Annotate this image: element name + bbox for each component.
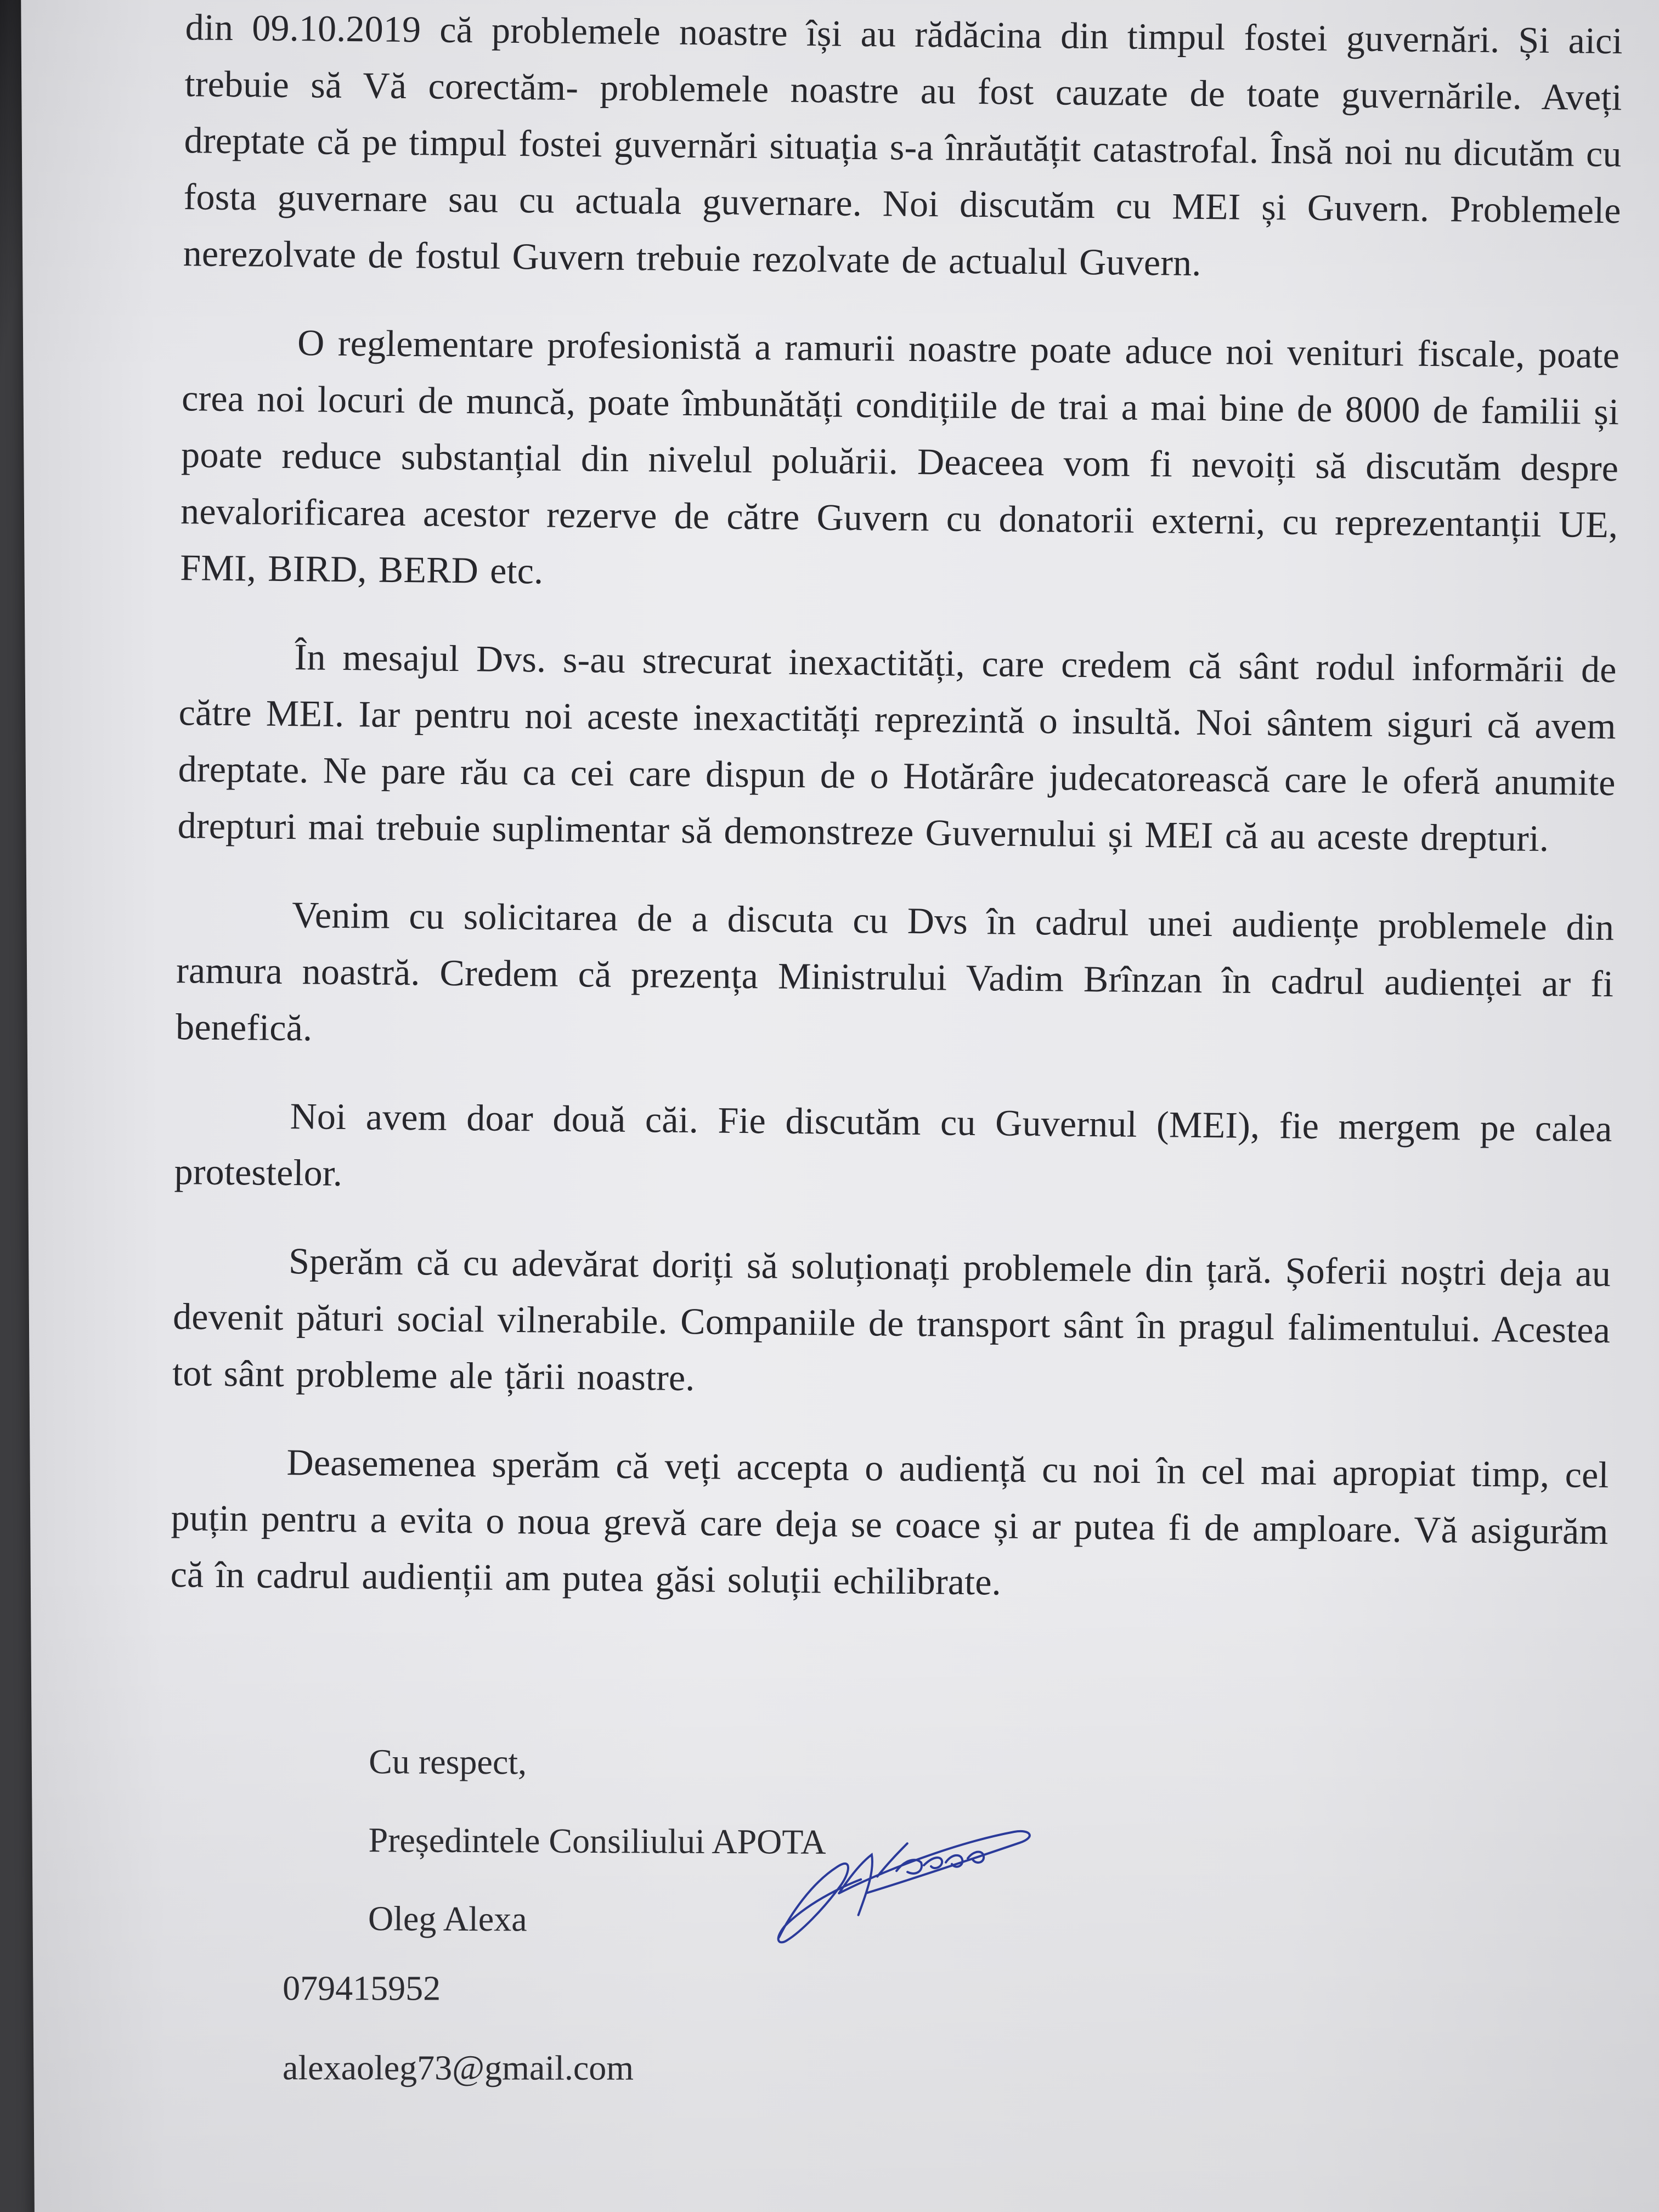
paragraph-5: Noi avem doar două căi. Fie discutăm cu Guvernul (MEI), fie mergem pe calea protestelor. (174, 1095, 1612, 1194)
paragraph-3: În mesajul Dvs. s-au strecurat inexactități, care credem că sânt rodul informării de către MEI. Iar pentru noi aceste inexactități reprezintă o insultă. Noi sântem siguri că avem dreptate. Ne pare rău ca cei care dispun de o Hotărâre judecatorească care le oferă anumite drepturi mai trebuie suplimentar să demonstreze Guvernului și MEI că au aceste drepturi. (177, 636, 1617, 860)
paragraph-7: Deasemenea sperăm că veți accepta o audiență cu noi în cel mai apropiat timp, cel puțin pentru a evita o noua grevă care deja se coace și ar putea fi de amploare. Vă asigurăm că în cadrul audienții am putea găsi soluții echilibrate. (170, 1441, 1609, 1603)
paragraph-4: Venim cu solicitarea de a discuta cu Dvs în cadrul unei audiențe problemele din ramura noastră. Credem că prezența Ministrului Vadim Brînzan în cadrul audienței ar fi benefică. (175, 894, 1615, 1049)
signer-name: Oleg Alexa (368, 1899, 527, 1939)
closing-text: Cu respect, (369, 1742, 527, 1782)
signer-title: Președintele Consiliului APOTA (368, 1820, 826, 1861)
email-address: alexaoleg73@gmail.com (282, 2048, 634, 2087)
paragraph-6: Sperăm că cu adevărat doriți să soluționați problemele din țară. Șoferii noștri deja au devenit pături social vilnerabile. Companiile de transport sânt în pragul falimentului. Acestea tot sânt probleme ale țării noastre. (172, 1240, 1611, 1399)
paragraph-2: O reglementare profesionistă a ramurii noastre poate aduce noi venituri fiscale, poate crea noi locuri de muncă, poate îmbunătăți condițiile de trai a mai bine de 8000 de familii și poate reduce substanțial din nivelul poluării. Deaceea vom fi nevoiți să discutăm despre nevalorificarea acestor rezerve de către Guvern cu donatorii externi, cu reprezentanții UE, FMI, BIRD, BERD etc. (179, 321, 1620, 592)
paragraph-1: din 09.10.2019 că problemele noastre își au rădăcina din timpul fostei guvernări. Și aici trebuie să Vă corectăm- problemele noastre au fost cauzate de toate guvernările. Aveți dreptate că pe timpul fostei guvernări situația s-a înrăutățit catastrofal. Însă noi nu dicutăm cu fosta guvernare sau cu actuala guvernare. Noi discutăm cu MEI și Guvern. Problemele nerezolvate de fostul Guvern trebuie rezolvate de actualul Guvern. (183, 6, 1623, 284)
contact-block (283, 1968, 634, 2128)
letter-page (21, 0, 1659, 2212)
phone-number: 079415952 (283, 1968, 441, 2008)
handwritten-signature (756, 1810, 1042, 1954)
letter-body (170, 0, 1623, 1648)
